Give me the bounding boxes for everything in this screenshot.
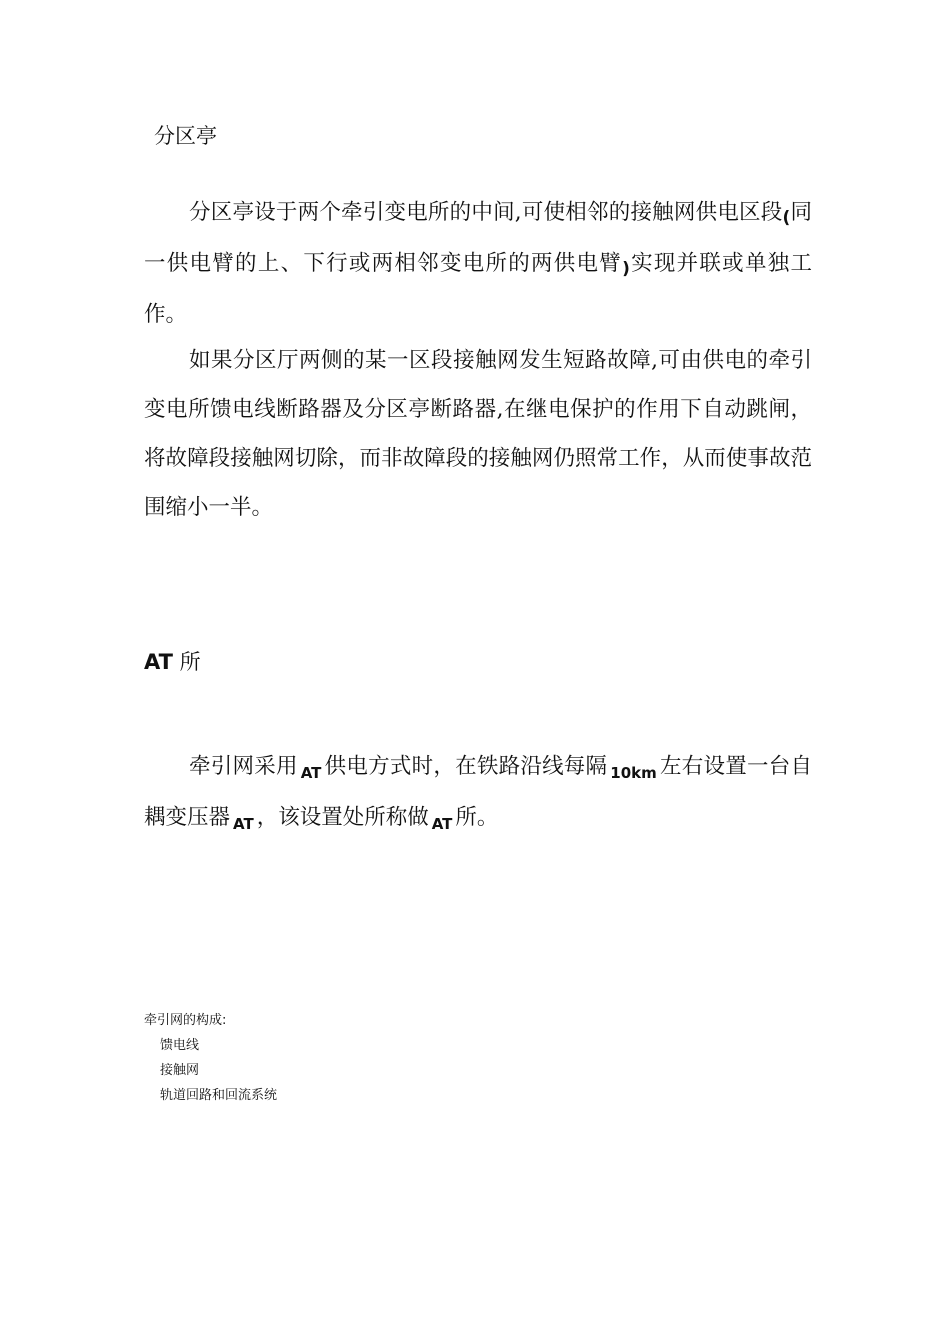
paragraph-text: 供电方式时，在铁路沿线每隔 [324,754,608,779]
heading-latin: AT [144,650,173,674]
list-item-feeder: 馈电线 [160,1038,200,1053]
open-parenthesis: ( [782,208,791,228]
distance-value: 10km [610,764,657,782]
paragraph-text: 分区亭设于两个牵引变电所的中间,可使相邻的接触网供电区段 [189,200,783,225]
paragraph-text: ，该设置处所称做 [256,805,429,830]
close-parenthesis: ) [622,259,630,279]
paragraph-text: 所。 [455,805,499,830]
paragraph-partition-post-fault: 如果分区厅两侧的某一区段接触网发生短路故障,可由供电的牵引变电所馈电线断路器及分区亭断路器,在继电保护的作用下自动跳闸，将故障段接触网切除，而非故障段的接触网仍照常工作，从而使事故范围缩小一半。 [144,348,812,520]
section-title-partition-post: 分区亭 [154,124,217,148]
paragraph-text: 同一供电臂的上、下行或两相邻变电所的两供电臂 [144,200,812,276]
at-term: AT [431,815,453,833]
paragraph-text: 左右设置一台自耦变压器 [144,754,812,830]
at-term: AT [233,815,254,833]
traction-network-list [144,1008,277,1108]
section-title-at-post [144,650,201,674]
heading-cjk: 所 [179,650,201,674]
at-term: AT [300,764,322,782]
list-item-catenary: 接触网 [160,1063,200,1078]
paragraph-at-post [144,742,812,844]
paragraph-text: 牵引网采用 [189,754,298,779]
paragraph-text: 实现并联或单独工作。 [144,251,812,327]
list-title: 牵引网的构成: [144,1013,227,1028]
paragraph-partition-post-intro [144,188,812,339]
list-item-rail-return: 轨道回路和回流系统 [160,1088,278,1103]
